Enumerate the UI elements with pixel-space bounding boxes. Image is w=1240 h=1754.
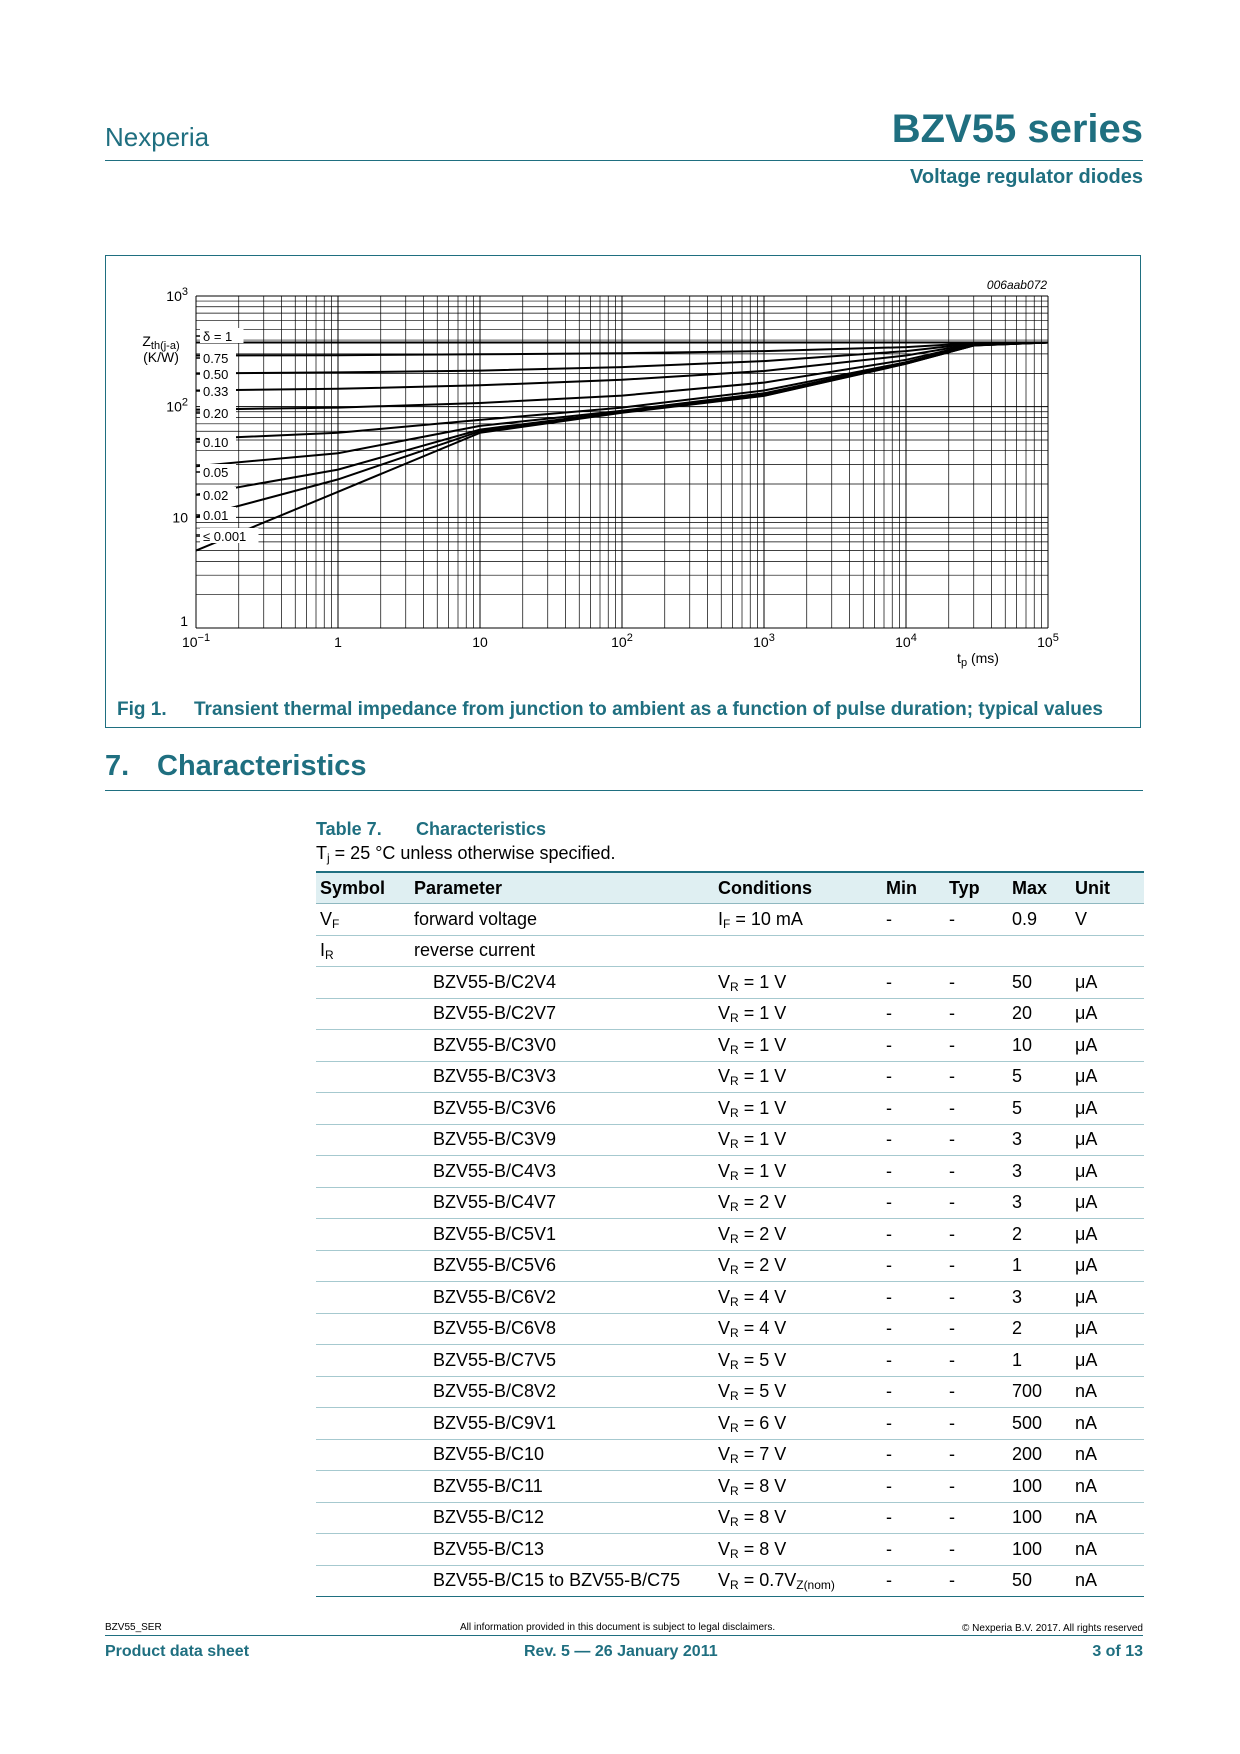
x-tick-label: $10^4$ <box>895 632 917 650</box>
type-number: BZV55-B/C5V1 <box>410 1219 714 1251</box>
header-unit: Unit <box>1071 872 1144 904</box>
typ-cell <box>945 935 1008 967</box>
unit-cell: μA <box>1071 1156 1144 1188</box>
max-cell: 0.9 <box>1008 904 1071 936</box>
max-cell: 100 <box>1008 1502 1071 1534</box>
brand-name: Nexperia <box>105 122 210 152</box>
unit-cell: nA <box>1071 1439 1144 1471</box>
typ-cell: - <box>945 1345 1008 1377</box>
unit-cell: nA <box>1071 1502 1144 1534</box>
table-row <box>316 1376 1144 1408</box>
type-number: BZV55-B/C11 <box>410 1471 714 1503</box>
max-cell: 3 <box>1008 1187 1071 1219</box>
footer-doc-id: BZV55_SER <box>105 1622 162 1633</box>
legend-label: ≤ 0.001 <box>203 529 247 544</box>
symbol-cell <box>316 1187 410 1219</box>
table-row <box>316 1219 1144 1251</box>
min-cell: - <box>882 1345 945 1377</box>
max-cell: 10 <box>1008 1030 1071 1062</box>
unit-cell: μA <box>1071 998 1144 1030</box>
unit-cell: μA <box>1071 1282 1144 1314</box>
symbol-cell: $V_F$ <box>316 904 410 936</box>
table-row <box>316 1345 1144 1377</box>
unit-cell: V <box>1071 904 1144 936</box>
type-number: BZV55-B/C15 to BZV55-B/C75 <box>410 1565 714 1597</box>
min-cell: - <box>882 1408 945 1440</box>
y-tick-label: $10^2$ <box>166 396 188 415</box>
min-cell: - <box>882 904 945 936</box>
conditions-cell: $V_R = 4$ V <box>714 1313 882 1345</box>
type-number: BZV55-B/C2V7 <box>410 998 714 1030</box>
legend-label: 0.50 <box>203 367 229 382</box>
symbol-cell <box>316 1502 410 1534</box>
symbol-cell <box>316 1093 410 1125</box>
type-number: BZV55-B/C4V7 <box>410 1187 714 1219</box>
section-title-text: Characteristics <box>157 750 367 782</box>
conditions-cell: $V_R = 6$ V <box>714 1408 882 1440</box>
typ-cell: - <box>945 904 1008 936</box>
type-number: BZV55-B/C10 <box>410 1439 714 1471</box>
type-number: BZV55-B/C3V0 <box>410 1030 714 1062</box>
unit-cell: μA <box>1071 967 1144 999</box>
conditions-cell: $V_R = 1$ V <box>714 1030 882 1062</box>
legend-label: 0.10 <box>203 435 229 450</box>
symbol-cell <box>316 1282 410 1314</box>
min-cell: - <box>882 1030 945 1062</box>
unit-cell: μA <box>1071 1345 1144 1377</box>
type-number: BZV55-B/C7V5 <box>410 1345 714 1377</box>
max-cell: 1 <box>1008 1250 1071 1282</box>
figure-caption <box>117 699 1103 721</box>
header-typ: Typ <box>945 872 1008 904</box>
min-cell: - <box>882 1502 945 1534</box>
figure-frame <box>105 255 1141 728</box>
table-row <box>316 1061 1144 1093</box>
typ-cell: - <box>945 1565 1008 1597</box>
symbol-cell <box>316 998 410 1030</box>
type-number: BZV55-B/C13 <box>410 1534 714 1566</box>
table-row <box>316 1534 1144 1566</box>
unit-cell: μA <box>1071 1219 1144 1251</box>
table-row <box>316 1156 1144 1188</box>
footer-page-number: 3 of 13 <box>1092 1643 1143 1660</box>
table-row <box>316 1565 1144 1597</box>
typ-cell: - <box>945 1061 1008 1093</box>
legend-label: 0.05 <box>203 465 229 480</box>
parameter-cell: forward voltage <box>410 904 714 936</box>
max-cell: 500 <box>1008 1408 1071 1440</box>
type-number: BZV55-B/C6V8 <box>410 1313 714 1345</box>
symbol-cell <box>316 1534 410 1566</box>
table-row <box>316 1250 1144 1282</box>
conditions-cell: $V_R = 1$ V <box>714 1093 882 1125</box>
table-caption <box>316 819 546 840</box>
table-condition-note: $T_j = 25$ °C unless otherwise specified. <box>316 843 616 865</box>
min-cell: - <box>882 1313 945 1345</box>
conditions-cell: $I_F = 10$ mA <box>714 904 882 936</box>
min-cell: - <box>882 1250 945 1282</box>
conditions-cell: $V_R = 1$ V <box>714 998 882 1030</box>
unit-cell: μA <box>1071 1061 1144 1093</box>
footer-copyright: © Nexperia B.V. 2017. All rights reserved <box>962 1623 1143 1634</box>
legend-label: δ = 1 <box>203 329 233 344</box>
footer-disclaimer: All information provided in this document is subject to legal disclaimers. <box>460 1622 776 1633</box>
unit-cell: μA <box>1071 1030 1144 1062</box>
type-number: BZV55-B/C3V9 <box>410 1124 714 1156</box>
symbol-cell <box>316 1471 410 1503</box>
unit-cell: nA <box>1071 1408 1144 1440</box>
max-cell: 700 <box>1008 1376 1071 1408</box>
table-title: Characteristics <box>416 819 547 839</box>
figure-code: 006aab072 <box>986 278 1047 292</box>
symbol-cell <box>316 1408 410 1440</box>
y-axis-unit: (K/W) <box>143 349 179 365</box>
conditions-cell: $V_R = 1$ V <box>714 967 882 999</box>
unit-cell: nA <box>1071 1471 1144 1503</box>
symbol-cell <box>316 1156 410 1188</box>
max-cell: 5 <box>1008 1061 1071 1093</box>
conditions-cell: $V_R = 5$ V <box>714 1376 882 1408</box>
table-row <box>316 1471 1144 1503</box>
x-tick-label: 1 <box>334 634 342 650</box>
conditions-cell: $V_R = 8$ V <box>714 1534 882 1566</box>
min-cell: - <box>882 967 945 999</box>
header-parameter: Parameter <box>410 872 714 904</box>
max-cell: 1 <box>1008 1345 1071 1377</box>
min-cell: - <box>882 1439 945 1471</box>
conditions-cell: $V_R = 7$ V <box>714 1439 882 1471</box>
conditions-cell: $V_R = 2$ V <box>714 1250 882 1282</box>
x-axis-label: $t_p$ (ms) <box>957 650 999 669</box>
max-cell: 100 <box>1008 1534 1071 1566</box>
y-tick-label: $10^3$ <box>166 286 188 304</box>
table-row <box>316 904 1144 936</box>
min-cell: - <box>882 1219 945 1251</box>
type-number: BZV55-B/C5V6 <box>410 1250 714 1282</box>
figure-number: Fig 1. <box>117 699 167 720</box>
symbol-cell <box>316 967 410 999</box>
symbol-cell <box>316 1439 410 1471</box>
conditions-cell <box>714 935 882 967</box>
typ-cell: - <box>945 1376 1008 1408</box>
x-tick-label: $10^3$ <box>753 632 775 650</box>
y-tick-label: 10 <box>172 509 188 526</box>
unit-cell: nA <box>1071 1376 1144 1408</box>
x-tick-label: $10^2$ <box>611 632 633 650</box>
min-cell <box>882 935 945 967</box>
legend-label: 0.75 <box>203 351 229 366</box>
typ-cell: - <box>945 1219 1008 1251</box>
max-cell: 50 <box>1008 967 1071 999</box>
min-cell: - <box>882 1565 945 1597</box>
max-cell: 3 <box>1008 1124 1071 1156</box>
max-cell: 50 <box>1008 1565 1071 1597</box>
min-cell: - <box>882 1156 945 1188</box>
conditions-cell: $V_R = 1$ V <box>714 1124 882 1156</box>
conditions-cell: $V_R = 2$ V <box>714 1219 882 1251</box>
min-cell: - <box>882 1124 945 1156</box>
typ-cell: - <box>945 1187 1008 1219</box>
symbol-cell <box>316 1030 410 1062</box>
table-row <box>316 967 1144 999</box>
thermal-impedance-chart <box>106 256 1140 686</box>
typ-cell: - <box>945 1471 1008 1503</box>
typ-cell: - <box>945 1156 1008 1188</box>
section-rule <box>105 790 1143 791</box>
typ-cell: - <box>945 1534 1008 1566</box>
y-axis-label: $Z_{th(j-a)}$ <box>142 333 180 352</box>
conditions-cell: $V_R = 1$ V <box>714 1061 882 1093</box>
conditions-cell: $V_R = 8$ V <box>714 1502 882 1534</box>
header-conditions: Conditions <box>714 872 882 904</box>
max-cell: 200 <box>1008 1439 1071 1471</box>
table-header-row <box>316 872 1144 904</box>
x-tick-label: 10 <box>472 634 488 650</box>
symbol-cell <box>316 1313 410 1345</box>
typ-cell: - <box>945 1250 1008 1282</box>
max-cell: 3 <box>1008 1282 1071 1314</box>
unit-cell: nA <box>1071 1565 1144 1597</box>
symbol-cell <box>316 1124 410 1156</box>
type-number: BZV55-B/C3V3 <box>410 1061 714 1093</box>
series-subtitle: Voltage regulator diodes <box>910 166 1143 188</box>
min-cell: - <box>882 998 945 1030</box>
max-cell: 20 <box>1008 998 1071 1030</box>
legend-label: 0.20 <box>203 406 229 421</box>
symbol-cell: $I_R$ <box>316 935 410 967</box>
typ-cell: - <box>945 1502 1008 1534</box>
min-cell: - <box>882 1471 945 1503</box>
min-cell: - <box>882 1187 945 1219</box>
typ-cell: - <box>945 1408 1008 1440</box>
max-cell: 2 <box>1008 1219 1071 1251</box>
min-cell: - <box>882 1282 945 1314</box>
table-row <box>316 1439 1144 1471</box>
min-cell: - <box>882 1093 945 1125</box>
max-cell <box>1008 935 1071 967</box>
typ-cell: - <box>945 1439 1008 1471</box>
legend-label: 0.01 <box>203 508 229 523</box>
header-min: Min <box>882 872 945 904</box>
table-row <box>316 1502 1144 1534</box>
figure-caption-text: Transient thermal impedance from junction to ambient as a function of pulse duration; typical values <box>194 699 1103 720</box>
unit-cell: nA <box>1071 1534 1144 1566</box>
type-number: BZV55-B/C9V1 <box>410 1408 714 1440</box>
table-row <box>316 1093 1144 1125</box>
type-number: BZV55-B/C12 <box>410 1502 714 1534</box>
conditions-cell: $V_R = 2$ V <box>714 1187 882 1219</box>
table-row <box>316 998 1144 1030</box>
header-max: Max <box>1008 872 1071 904</box>
table-row <box>316 1187 1144 1219</box>
typ-cell: - <box>945 1313 1008 1345</box>
table-row <box>316 1282 1144 1314</box>
header-rule <box>105 160 1143 161</box>
characteristics-table <box>316 871 1144 1597</box>
max-cell: 100 <box>1008 1471 1071 1503</box>
min-cell: - <box>882 1061 945 1093</box>
legend-label: 0.02 <box>203 488 229 503</box>
unit-cell: μA <box>1071 1250 1144 1282</box>
typ-cell: - <box>945 1124 1008 1156</box>
symbol-cell <box>316 1219 410 1251</box>
table-row <box>316 1313 1144 1345</box>
y-tick-label: 1 <box>180 613 188 629</box>
footer-doc-type: Product data sheet <box>105 1643 250 1660</box>
unit-cell: μA <box>1071 1124 1144 1156</box>
max-cell: 2 <box>1008 1313 1071 1345</box>
table-row <box>316 1124 1144 1156</box>
section-title <box>105 750 367 783</box>
header-symbol: Symbol <box>316 872 410 904</box>
footer-rule <box>105 1635 1143 1636</box>
type-number: BZV55-B/C3V6 <box>410 1093 714 1125</box>
parameter-cell: reverse current <box>410 935 714 967</box>
min-cell: - <box>882 1376 945 1408</box>
unit-cell: μA <box>1071 1187 1144 1219</box>
min-cell: - <box>882 1534 945 1566</box>
x-tick-label: $10^{-1}$ <box>181 632 211 650</box>
symbol-cell <box>316 1345 410 1377</box>
type-number: BZV55-B/C2V4 <box>410 967 714 999</box>
unit-cell: μA <box>1071 1093 1144 1125</box>
table-number: Table 7. <box>316 819 382 839</box>
type-number: BZV55-B/C6V2 <box>410 1282 714 1314</box>
series-title: BZV55 series <box>891 107 1143 151</box>
type-number: BZV55-B/C8V2 <box>410 1376 714 1408</box>
typ-cell: - <box>945 998 1008 1030</box>
type-number: BZV55-B/C4V3 <box>410 1156 714 1188</box>
conditions-cell: $V_R = 4$ V <box>714 1282 882 1314</box>
unit-cell <box>1071 935 1144 967</box>
symbol-cell <box>316 1061 410 1093</box>
table-row <box>316 1030 1144 1062</box>
typ-cell: - <box>945 1282 1008 1314</box>
typ-cell: - <box>945 1030 1008 1062</box>
table-row <box>316 1408 1144 1440</box>
conditions-cell: $V_R = 5$ V <box>714 1345 882 1377</box>
legend-label: 0.33 <box>203 384 229 399</box>
conditions-cell: $V_R = 8$ V <box>714 1471 882 1503</box>
max-cell: 5 <box>1008 1093 1071 1125</box>
max-cell: 3 <box>1008 1156 1071 1188</box>
footer-revision: Rev. 5 — 26 January 2011 <box>524 1643 718 1660</box>
symbol-cell <box>316 1250 410 1282</box>
unit-cell: μA <box>1071 1313 1144 1345</box>
typ-cell: - <box>945 967 1008 999</box>
typ-cell: - <box>945 1093 1008 1125</box>
symbol-cell <box>316 1376 410 1408</box>
conditions-cell: $V_R = 1$ V <box>714 1156 882 1188</box>
table-row <box>316 935 1144 967</box>
section-number: 7. <box>105 750 130 782</box>
symbol-cell <box>316 1565 410 1597</box>
conditions-cell: $V_R = 0.7V_{Z(nom)}$ <box>714 1565 882 1597</box>
x-tick-label: $10^5$ <box>1037 632 1059 650</box>
